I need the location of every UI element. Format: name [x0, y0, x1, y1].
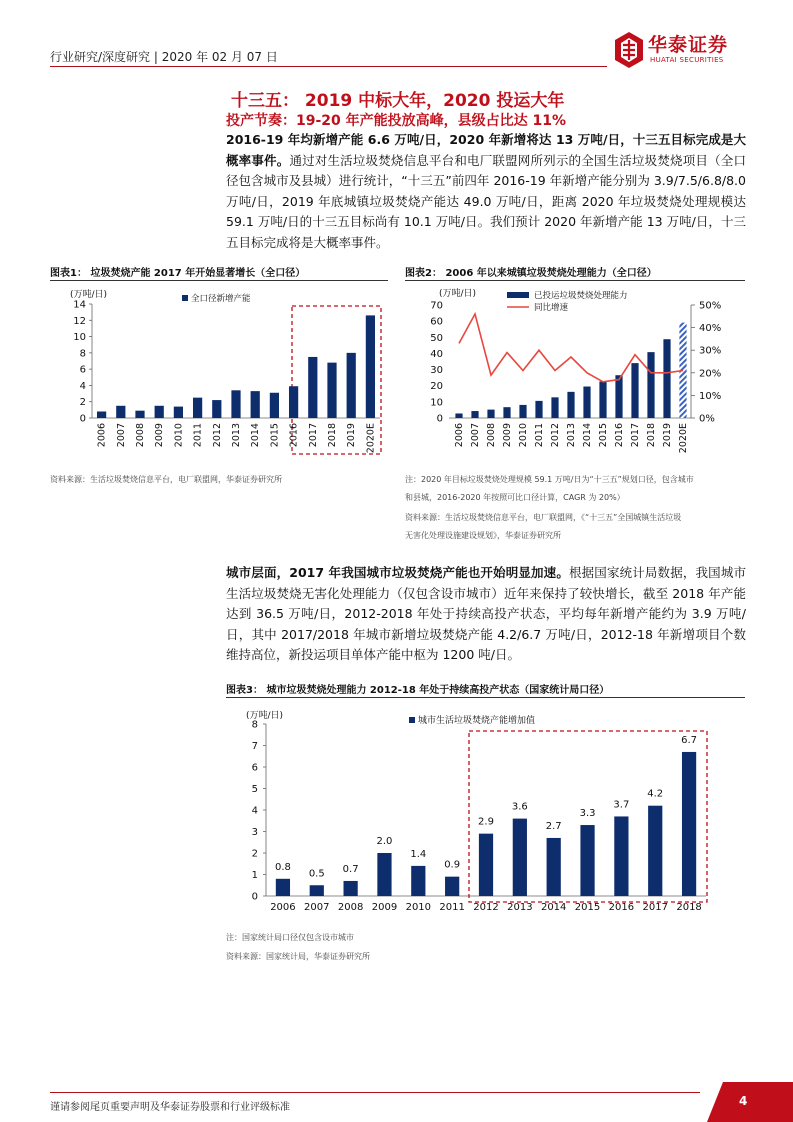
- fig2-y2tick-label: 0%: [699, 413, 715, 425]
- fig3-data-label: 0.7: [342, 863, 359, 875]
- fig1-bar-2009: [155, 406, 164, 418]
- fig2-xtick-label: 2013: [566, 423, 577, 448]
- fig2-growth-line: [459, 314, 683, 382]
- fig2-bar-2006: [455, 413, 462, 418]
- figure2-rule: [405, 280, 745, 281]
- fig1-xtick-label: 2020E: [365, 423, 377, 454]
- fig1-legend-label: 全口径新增产能: [191, 294, 251, 304]
- fig2-bar-2010: [519, 405, 526, 418]
- fig3-xtick-label: 2006: [270, 902, 296, 913]
- paragraph-city-capacity: [226, 563, 746, 666]
- fig2-bar-2014: [583, 387, 590, 418]
- header-divider: [50, 66, 607, 67]
- fig3-bar-2013: [513, 819, 527, 896]
- fig3-ylabel: (万吨/日): [246, 711, 284, 721]
- fig1-ytick-label: 6: [79, 364, 86, 376]
- fig3-ytick-label: 7: [251, 741, 258, 752]
- fig1-xtick-label: 2013: [231, 423, 242, 448]
- fig3-bar-2011: [445, 877, 459, 896]
- fig3-ytick-label: 2: [251, 848, 258, 860]
- fig1-bar-2010: [174, 407, 183, 418]
- fig3-ytick-label: 6: [251, 762, 258, 774]
- fig1-xtick-label: 2015: [269, 423, 281, 448]
- figure2-note-line2: 和县城，2016-2020 年按照可比口径计算，CAGR 为 20%）: [405, 493, 625, 502]
- figure1-source: 资料来源：生活垃圾焚烧信息平台，电厂联盟网，华泰证券研究所: [50, 475, 282, 484]
- fig2-bar-2016: [615, 375, 622, 418]
- fig2-xtick-label: 2012: [550, 423, 561, 448]
- fig2-xtick-label: 2011: [534, 423, 545, 448]
- fig3-xtick-label: 2015: [574, 902, 601, 913]
- fig3-xtick-label: 2011: [439, 902, 465, 913]
- fig1-bar-2013: [231, 390, 240, 418]
- fig3-bar-2008: [344, 881, 358, 896]
- fig3-xtick-label: 2009: [371, 902, 398, 913]
- fig1-ylabel: (万吨/日): [70, 290, 108, 300]
- fig2-bar-2019: [663, 339, 670, 418]
- fig2-ytick-label: 20: [430, 381, 443, 393]
- fig3-bar-2006: [276, 879, 290, 896]
- fig2-bar-2013: [567, 392, 574, 418]
- fig2-ytick-label: 60: [430, 316, 443, 328]
- fig3-bar-2015: [580, 825, 594, 896]
- fig1-xtick-label: 2011: [192, 423, 204, 448]
- fig3-xtick-label: 2017: [642, 902, 668, 913]
- figure2-chart: [405, 283, 745, 467]
- fig3-ytick-label: 4: [251, 805, 258, 817]
- fig2-xtick-label: 2010: [518, 423, 529, 448]
- footer-disclaimer: 谨请参阅尾页重要声明及华泰证券股票和行业评级标准: [50, 1102, 290, 1113]
- paragraph-capacity-summary: [226, 130, 746, 253]
- logo-chinese: 华泰证券: [648, 34, 729, 56]
- fig2-xtick-label: 2015: [598, 423, 609, 448]
- fig1-xtick-label: 2008: [135, 423, 146, 448]
- fig1-ytick-label: 2: [79, 397, 86, 409]
- fig3-data-label: 3.7: [613, 799, 630, 811]
- figure2-title: 图表2： 2006 年以来城镇垃圾焚烧处理能力（全口径）: [405, 268, 657, 279]
- fig2-bar-2012: [551, 397, 558, 418]
- fig2-xtick-label: 2017: [630, 423, 641, 448]
- fig3-data-label: 3.3: [579, 808, 596, 820]
- fig3-xtick-label: 2007: [304, 902, 330, 913]
- fig2-xtick-label: 2019: [662, 423, 673, 448]
- fig2-legend-bar-swatch: [507, 292, 529, 298]
- fig2-ytick-label: 10: [430, 397, 443, 409]
- page-number: 4: [739, 1094, 748, 1108]
- fig2-bar-2007: [471, 411, 478, 418]
- fig1-ytick-label: 14: [73, 299, 86, 311]
- fig2-bar-2009: [503, 407, 510, 418]
- fig1-xtick-label: 2009: [154, 423, 166, 448]
- fig3-xtick-label: 2010: [405, 902, 432, 913]
- report-header: 行业研究/深度研究 | 2020 年 02 月 07 日: [50, 50, 278, 64]
- fig2-ytick-label: 30: [430, 365, 443, 377]
- paragraph2-lead: 城市层面，2017 年我国城市垃圾焚烧产能也开始明显加速。: [226, 565, 569, 580]
- fig3-data-label: 3.6: [511, 801, 528, 813]
- fig1-ytick-label: 12: [73, 315, 86, 327]
- fig2-bar-2017: [631, 363, 638, 418]
- fig3-bar-2007: [310, 885, 324, 896]
- fig1-ytick-label: 4: [79, 380, 86, 392]
- fig2-bar-2018: [647, 352, 654, 418]
- fig2-xtick-label: 2016: [614, 423, 625, 448]
- figure2-source-line2: 无害化处理设施建设规划》，华泰证券研究所: [405, 531, 561, 540]
- fig3-xtick-label: 2016: [608, 902, 635, 913]
- fig2-xtick-label: 2008: [486, 423, 497, 448]
- fig1-xtick-label: 2014: [250, 423, 262, 448]
- paragraph-body: 通过对生活垃圾焚烧信息平台和电厂联盟网所列示的全国生活垃圾焚烧项目（全口径包含城市及县城）进行统计，“十三五”前四年 2016-19 年新增产能分别为 3.9/7.5/6.8/8.0 万吨/日，2019 年底城镇垃圾焚烧产能达 49.0 万吨/日，距离 2020 年垃圾焚烧处理规模达 59.1 万吨/日的十三五目标尚有 10.1 万吨/日。我们预计 2020 年新增产能 13 万吨/日，十三五目标完成将是大概率事件。: [226, 152, 746, 250]
- fig3-bar-2018: [682, 752, 696, 896]
- fig1-bar-2008: [135, 411, 144, 418]
- fig2-bar-2011: [535, 401, 542, 418]
- fig1-xtick-label: 2019: [346, 423, 358, 448]
- fig2-xtick-label: 2009: [502, 423, 513, 448]
- fig3-data-label: 0.5: [308, 868, 325, 880]
- figure3-chart: [226, 700, 745, 918]
- fig3-data-label: 4.2: [647, 788, 664, 800]
- footer-divider: [50, 1092, 700, 1093]
- fig1-xtick-label: 2018: [327, 423, 338, 448]
- fig1-ytick-label: 8: [79, 348, 86, 360]
- fig2-xtick-label: 2006: [454, 423, 465, 448]
- figure1-chart: [50, 284, 388, 468]
- fig2-ylabel: (万吨/日): [439, 289, 477, 299]
- fig1-bar-2020E: [366, 315, 375, 418]
- fig3-ytick-label: 1: [251, 870, 258, 881]
- figure2-source-line1: 资料来源：生活垃圾焚烧信息平台，电厂联盟网，《“十三五”全国城镇生活垃圾: [405, 513, 682, 522]
- figure1-title: 图表1： 垃圾焚烧产能 2017 年开始显著增长（全口径）: [50, 268, 306, 279]
- fig3-ytick-label: 0: [251, 891, 258, 903]
- paragraph2-body: 根据国家统计局数据，我国城市生活垃圾焚烧无害化处理能力（仅包含设市城市）近年来保持了较快增长，截至 2018 年产能达到 36.5 万吨/日，2012-2018 年处于持续高投产状态，平均每年新增产能约为 3.9 万吨/日，其中 2017/2018 年城市新增垃圾焚烧产能 4.2/6.7 万吨/日，2012-18 年新增项目个数维持高位，新投运项目单体产能中枢为 1200 吨/日。: [226, 565, 746, 662]
- fig2-y2tick-label: 30%: [699, 345, 722, 357]
- fig1-legend-swatch: [182, 295, 188, 301]
- fig2-xtick-label: 2018: [646, 423, 657, 448]
- fig3-bar-2009: [377, 853, 391, 896]
- figure3-note: 注：国家统计局口径仅包含设市城市: [226, 933, 354, 942]
- page-number-badge: [707, 1082, 793, 1122]
- fig3-bar-2016: [614, 816, 628, 896]
- page-badge-shape: [707, 1082, 793, 1122]
- fig3-xtick-label: 2013: [507, 902, 533, 913]
- figure3-rule: [226, 697, 745, 698]
- section-title: 十三五： 2019 中标大年，2020 投运大年: [231, 91, 565, 111]
- fig2-legend-line-label: 同比增速: [534, 303, 569, 313]
- figure3-source: 资料来源：国家统计局，华泰证券研究所: [226, 952, 370, 961]
- fig3-xtick-label: 2008: [337, 902, 364, 913]
- fig1-ytick-label: 0: [79, 413, 86, 425]
- fig1-bar-2019: [347, 353, 356, 418]
- huatai-emblem-icon: [612, 30, 646, 70]
- fig3-ytick-label: 8: [251, 719, 258, 731]
- fig2-xtick-label: 2007: [470, 423, 481, 448]
- fig2-ytick-label: 70: [430, 300, 443, 312]
- huatai-logo: [612, 28, 752, 72]
- fig3-data-label: 2.7: [545, 820, 562, 832]
- fig3-xtick-label: 2012: [473, 902, 499, 913]
- section-subtitle: 投产节奏：19-20 年产能投放高峰，县级占比达 11%: [226, 113, 567, 129]
- fig1-xtick-label: 2016: [288, 423, 300, 448]
- fig2-bar-2015: [599, 382, 606, 418]
- fig1-xtick-label: 2007: [115, 423, 127, 448]
- fig2-legend-bar-label: 已投运垃圾焚烧处理能力: [534, 291, 628, 301]
- figure1-rule: [50, 280, 388, 281]
- fig3-xtick-label: 2018: [676, 902, 702, 913]
- fig1-bar-2012: [212, 400, 221, 418]
- fig2-y2tick-label: 50%: [699, 300, 722, 312]
- fig3-ytick-label: 3: [251, 827, 258, 838]
- fig1-xtick-label: 2012: [211, 423, 223, 448]
- fig3-data-label: 6.7: [681, 734, 698, 746]
- fig1-xtick-label: 2010: [173, 423, 185, 448]
- fig3-bar-2017: [648, 806, 662, 896]
- fig3-data-label: 2.0: [376, 836, 393, 847]
- fig1-xtick-label: 2006: [96, 423, 108, 448]
- fig3-data-label: 2.9: [478, 816, 494, 828]
- logo-english: HUATAI SECURITIES: [650, 56, 724, 64]
- fig1-xtick-label: 2017: [307, 423, 319, 448]
- fig2-ytick-label: 40: [430, 348, 443, 360]
- fig3-bar-2012: [479, 834, 493, 896]
- fig2-xtick-label: 2020E: [678, 423, 689, 454]
- fig1-bar-2016: [289, 386, 298, 418]
- fig3-data-label: 0.9: [444, 859, 461, 871]
- fig3-bar-2014: [547, 838, 561, 896]
- fig2-xtick-label: 2014: [582, 423, 593, 448]
- fig3-data-label: 0.8: [274, 861, 291, 873]
- fig1-bar-2011: [193, 398, 202, 418]
- fig3-data-label: 1.4: [410, 848, 427, 860]
- fig2-y2tick-label: 10%: [699, 390, 722, 402]
- fig2-y2tick-label: 40%: [699, 323, 722, 335]
- fig1-bar-2006: [97, 411, 106, 418]
- fig2-ytick-label: 0: [436, 413, 443, 425]
- fig3-bar-2010: [411, 866, 425, 896]
- fig2-y2tick-label: 20%: [699, 368, 722, 380]
- fig2-bar-2008: [487, 410, 494, 418]
- paragraph-lead: 2016-19 年均新增产能 6.6 万吨/日，2020 年新增将达 13 万吨/日，十三五目标完成是大概率事件。: [226, 132, 746, 168]
- figure3-title: 图表3： 城市垃圾焚烧处理能力 2012-18 年处于持续高投产状态（国家统计局口径）: [226, 685, 610, 696]
- fig3-ytick-label: 5: [251, 784, 258, 795]
- fig1-bar-2017: [308, 357, 317, 418]
- fig3-legend-label: 城市生活垃圾焚烧产能增加值: [418, 716, 536, 726]
- fig2-ytick-label: 50: [430, 332, 443, 344]
- fig3-xtick-label: 2014: [540, 902, 567, 913]
- fig1-bar-2007: [116, 406, 125, 418]
- fig3-legend-swatch: [409, 717, 415, 723]
- fig1-bar-2018: [327, 363, 336, 418]
- fig1-bar-2014: [251, 391, 260, 418]
- fig1-ytick-label: 10: [73, 332, 86, 344]
- figure2-note-line1: 注：2020 年目标垃圾焚烧处理规模 59.1 万吨/日为“十三五”规划口径，包含城市: [405, 475, 694, 484]
- fig1-bar-2015: [270, 393, 279, 418]
